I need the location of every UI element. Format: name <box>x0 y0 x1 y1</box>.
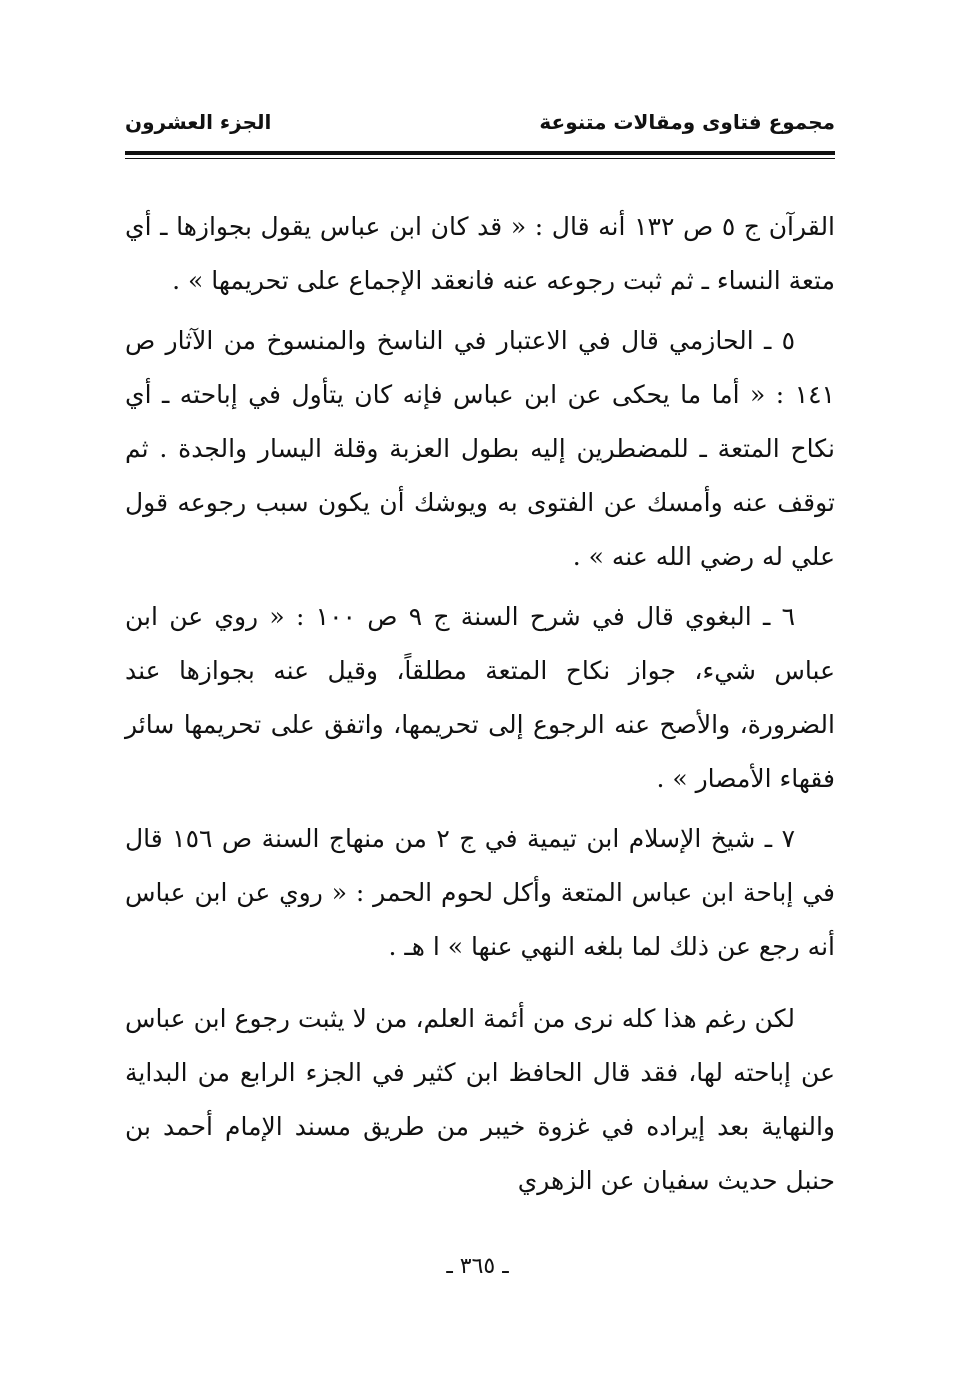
paragraph-commentary: لكن رغم هذا كله نرى من أئمة العلم، من لا يثبت رجوع ابن عباس عن إباحته لها، فقد قال الحافظ ابن كثير في الجزء الرابع من البداية والنهاية بعد إيراده في غزوة خيبر من طريق مسند الإمام أحمد بن حنبل حديث سفيان عن الزهري <box>125 1004 835 1195</box>
paragraph-item-6: ٦ ـ البغوي قال في شرح السنة ج ٩ ص ١٠٠ : « روي عن ابن عباس شيء، جواز نكاح المتعة مطلقاً، وقيل عنه بجوازها عند الضرورة، والأصح عنه الرجوع إلى تحريمها، واتفق على تحريمها سائر فقهاء الأمصار » . <box>125 602 835 793</box>
header-rule-thick <box>125 151 835 155</box>
paragraph-continuation: القرآن ج ٥ ص ١٣٢ أنه قال : « قد كان ابن عباس يقول بجوازها ـ أي متعة النساء ـ ثم ثبت رجوعه عنه فانعقد الإجماع على تحريمها » . <box>125 212 836 295</box>
body-text <box>125 200 835 1208</box>
running-header <box>125 110 835 150</box>
volume-label: الجزء العشرون <box>125 110 272 134</box>
paragraph-item-7: ٧ ـ شيخ الإسلام ابن تيمية في ج ٢ من منهاج السنة ص ١٥٦ قال في إباحة ابن عباس المتعة وأكل لحوم الحمر : « روي عن ابن عباس أنه رجع عن ذلك لما بلغه النهي عنها » ا هـ . <box>125 824 835 961</box>
header-rule-thin <box>125 158 835 159</box>
book-title: مجموع فتاوى ومقالات متنوعة <box>539 110 835 134</box>
page-number: ـ ٣٦٥ ـ <box>446 1254 509 1279</box>
paragraph-item-5: ٥ ـ الحازمي قال في الاعتبار في الناسخ والمنسوخ من الآثار ص ١٤١ : « أما ما يحكى عن ابن عباس فإنه كان يتأول في إباحته ـ أي نكاح المتعة ـ للمضطرين إليه بطول العزبة وقلة اليسار والجدة . ثم توقف عنه وأمسك عن الفتوى به ويوشك أن يكون سبب رجوعه قول علي له رضي الله عنه » . <box>125 326 835 571</box>
